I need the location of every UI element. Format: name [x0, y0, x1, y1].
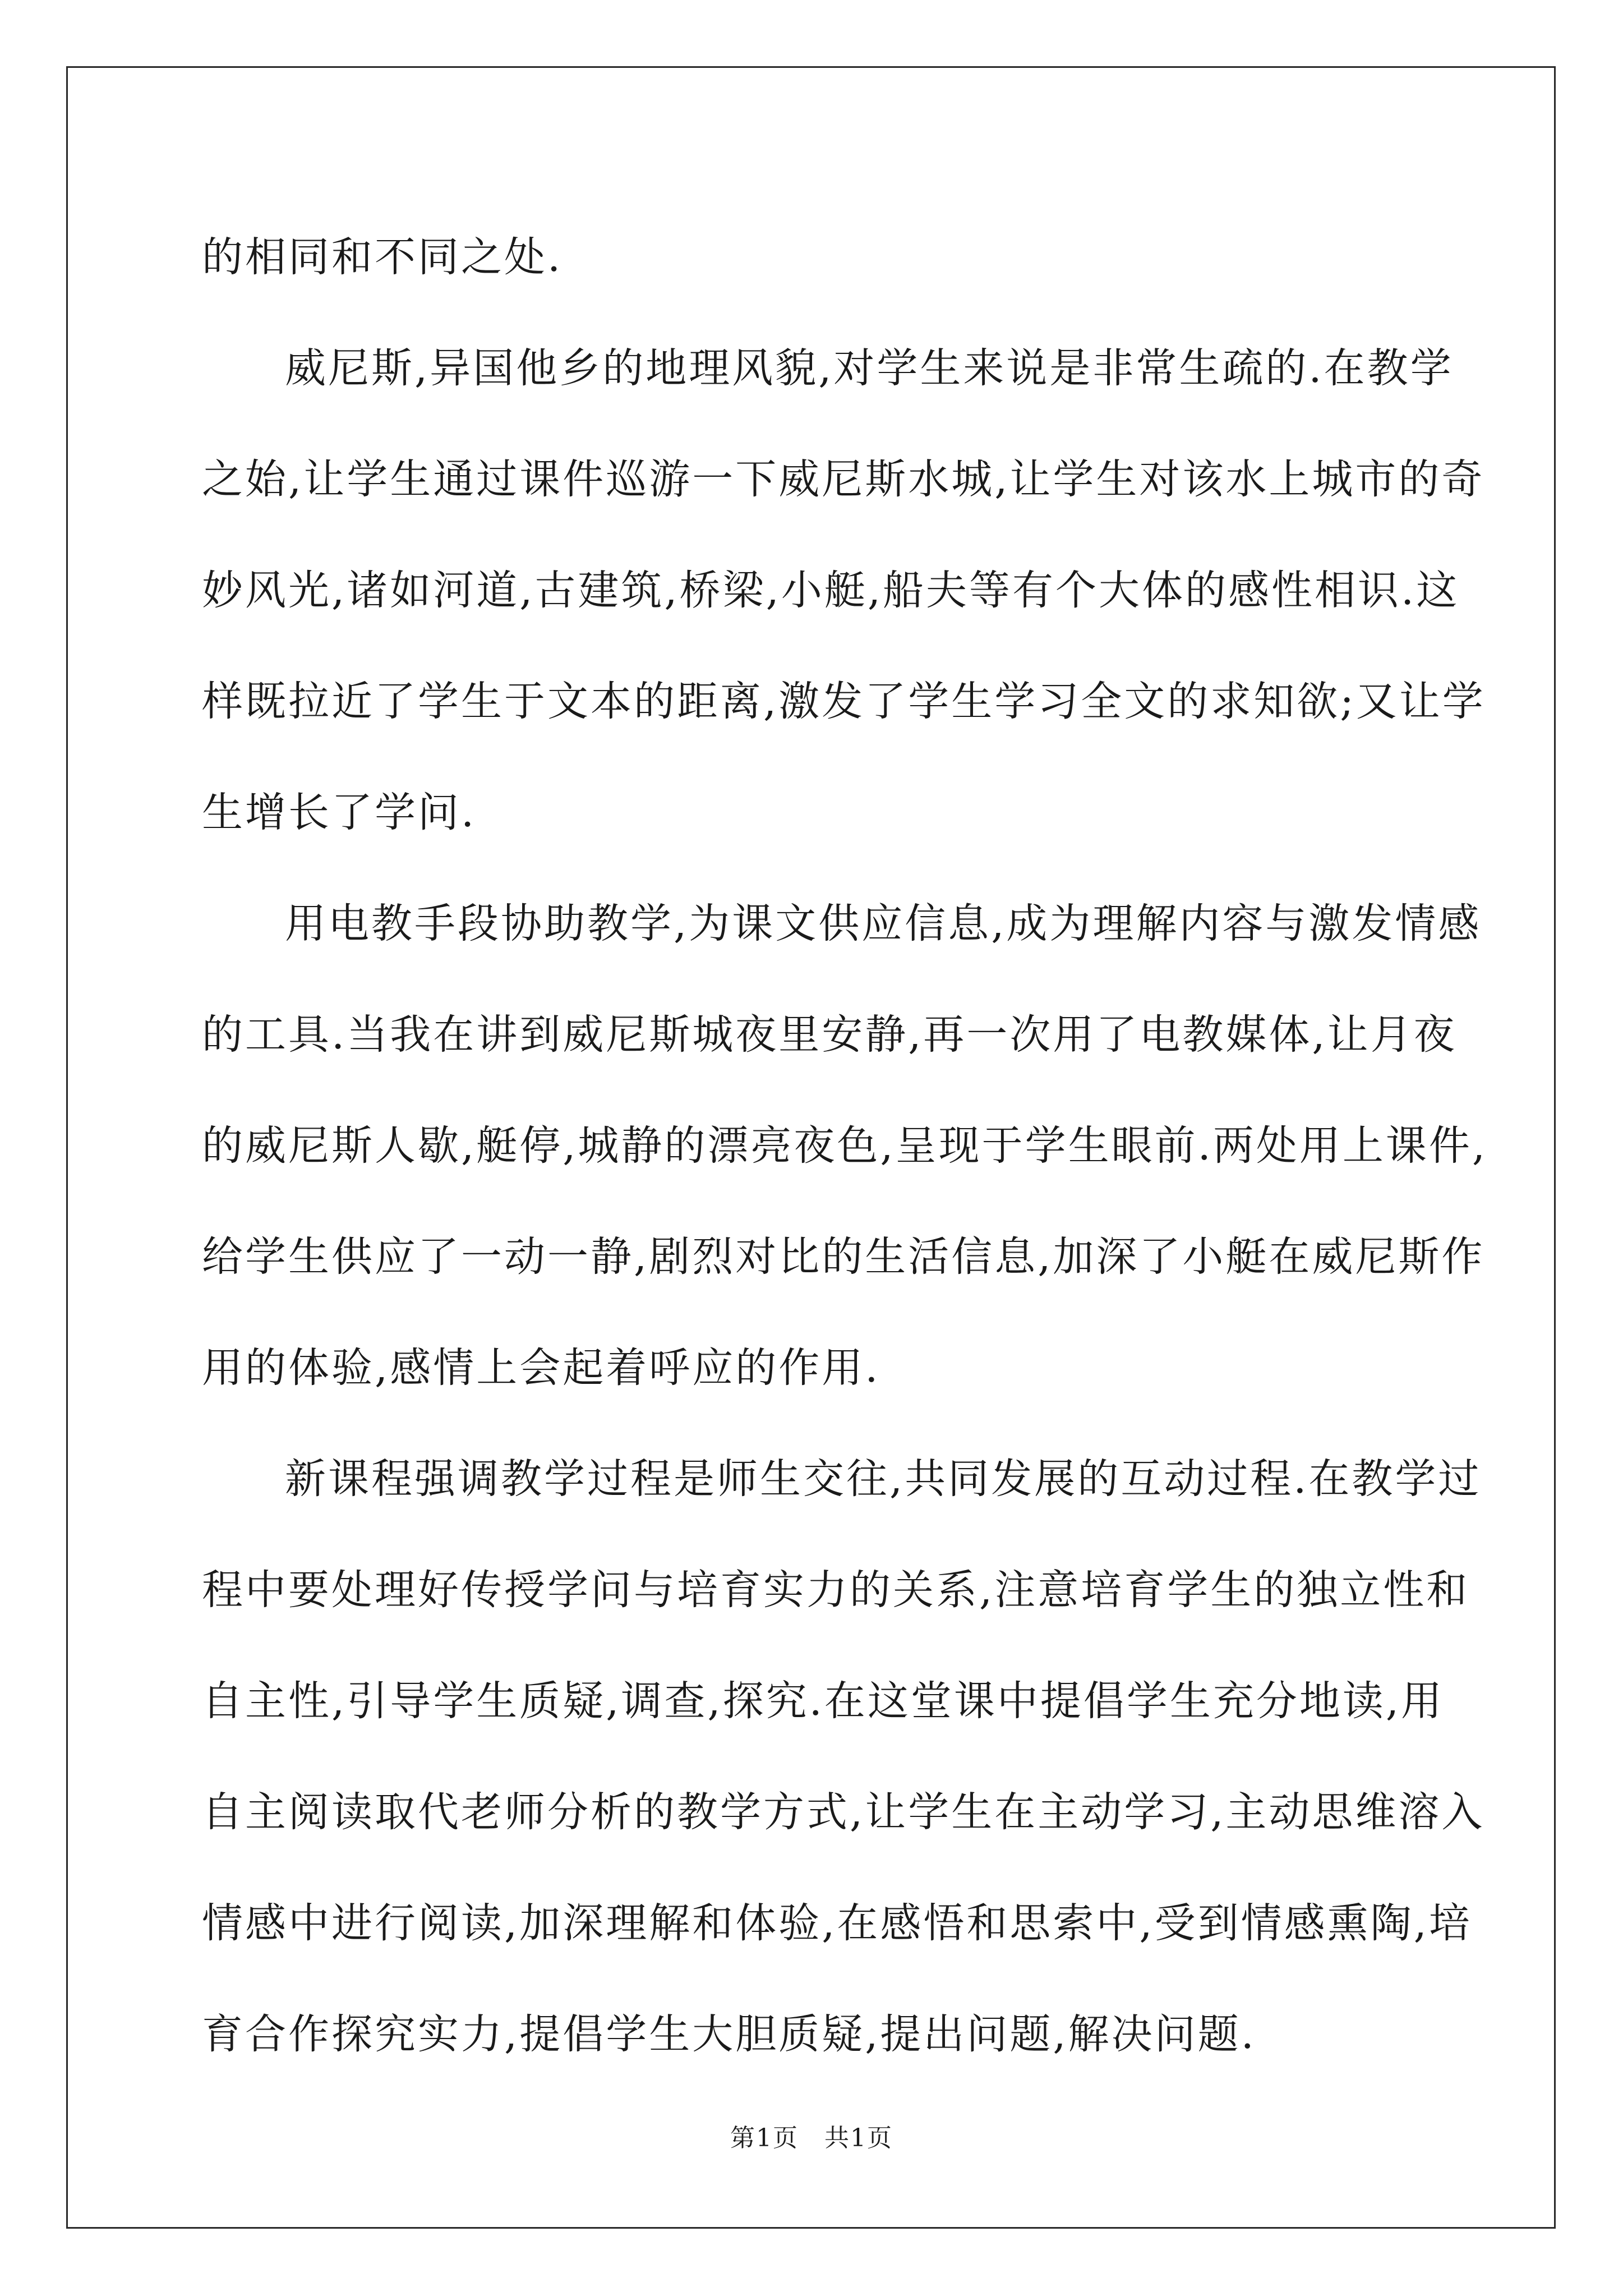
text-line: 新课程强调教学过程是师生交往,共同发展的互动过程.在教学过 [285, 1455, 1482, 1503]
text-line: 用电教手段协助教学,为课文供应信息,成为理解内容与激发情感 [285, 900, 1482, 947]
text-line: 之始,让学生通过课件巡游一下威尼斯水城,让学生对该水上城市的奇 [202, 455, 1485, 503]
text-line: 的工具.当我在讲到威尼斯城夜里安静,再一次用了电教媒体,让月夜 [202, 1011, 1457, 1059]
text-line: 自主性,引导学生质疑,调查,探究.在这堂课中提倡学生充分地读,用 [202, 1677, 1445, 1725]
text-line: 用的体验,感情上会起着呼应的作用. [202, 1344, 880, 1392]
text-line: 的威尼斯人歇,艇停,城静的漂亮夜色,呈现于学生眼前.两处用上课件, [202, 1122, 1488, 1170]
text-line: 情感中进行阅读,加深理解和体验,在感悟和思索中,受到情感熏陶,培 [202, 1899, 1472, 1947]
text-line: 的相同和不同之处. [202, 233, 563, 281]
page-number-footer: 第1页 共1页 [730, 2124, 893, 2152]
text-line: 给学生供应了一动一静,剧烈对比的生活信息,加深了小艇在威尼斯作 [202, 1233, 1485, 1281]
document-body [202, 202, 1488, 2090]
text-line: 育合作探究实力,提倡学生大胆质疑,提出问题,解决问题. [202, 2010, 1256, 2058]
text-line: 程中要处理好传授学问与培育实力的关系,注意培育学生的独立性和 [202, 1566, 1470, 1614]
text-line: 自主阅读取代老师分析的教学方式,让学生在主动学习,主动思维溶入 [202, 1788, 1485, 1836]
text-line: 妙风光,诸如河道,古建筑,桥梁,小艇,船夫等有个大体的感性相识.这 [202, 567, 1460, 614]
text-line: 威尼斯,异国他乡的地理风貌,对学生来说是非常生疏的.在教学 [285, 344, 1454, 392]
text-line: 样既拉近了学生于文本的距离,激发了学生学习全文的求知欲;又让学 [202, 678, 1486, 725]
text-line: 生增长了学问. [202, 789, 477, 836]
